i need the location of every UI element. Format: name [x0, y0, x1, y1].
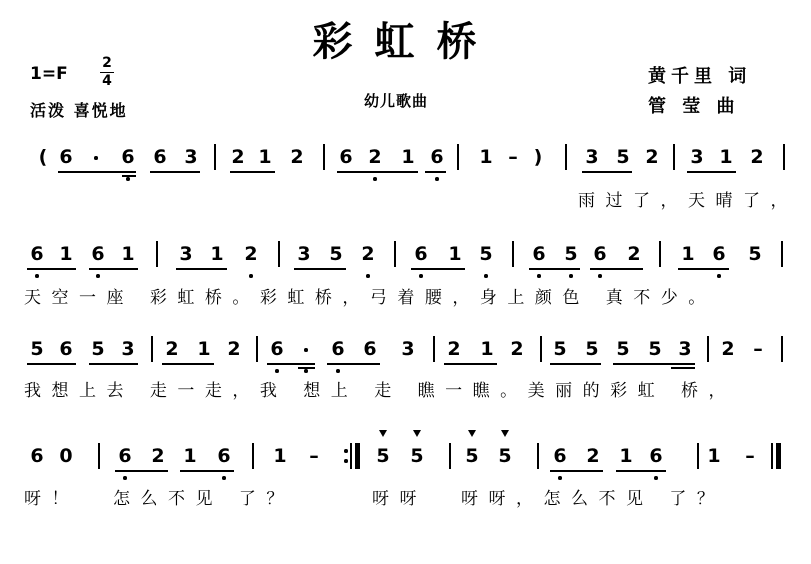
note: 6: [593, 243, 607, 265]
note: 2: [510, 338, 524, 360]
right-paren: ): [533, 146, 543, 168]
beam: [590, 268, 643, 270]
note: 1: [719, 146, 733, 168]
barline: [512, 241, 514, 267]
barline: [252, 443, 254, 469]
beam: [411, 268, 465, 270]
beam: [176, 268, 227, 270]
barline: [540, 336, 542, 362]
note: 3: [678, 338, 692, 360]
note: 3: [690, 146, 704, 168]
barline: [449, 443, 451, 469]
lyric-line-4d: 呀呀，怎么不见 了？: [461, 489, 725, 509]
note: 5: [616, 338, 630, 360]
note: 1: [197, 338, 211, 360]
octave-dot: [123, 476, 127, 480]
note: 5: [748, 243, 762, 265]
octave-dot: [126, 177, 130, 181]
note: 5: [30, 338, 44, 360]
beam: [230, 171, 275, 173]
barline: [323, 144, 325, 170]
octave-dot: [569, 274, 573, 278]
beam: [267, 363, 315, 365]
barline: [278, 241, 280, 267]
augmentation-dot: [304, 348, 308, 352]
note: 6: [532, 243, 546, 265]
beam: [582, 171, 632, 173]
note: 3: [179, 243, 193, 265]
note: 2: [361, 243, 375, 265]
note: 1: [707, 445, 721, 467]
barline: [707, 336, 709, 362]
song-title: 彩虹桥: [312, 19, 499, 65]
barline: [214, 144, 216, 170]
note: 6: [91, 243, 105, 265]
octave-dot: [275, 369, 279, 373]
note: 5: [479, 243, 493, 265]
staccato-mark: [413, 430, 421, 437]
note: 2: [165, 338, 179, 360]
lyric-line-4a: 呀！: [24, 489, 79, 509]
beam: [550, 363, 601, 365]
note: 5: [616, 146, 630, 168]
note: 6: [363, 338, 377, 360]
subtitle: 幼儿歌曲: [364, 92, 429, 110]
note: 1: [619, 445, 633, 467]
lyric-line-2: 天空一座 彩虹桥。彩虹桥，弓着腰，身上颜色 真不少。: [24, 288, 716, 308]
note: 6: [30, 243, 44, 265]
note: –: [753, 338, 763, 360]
beam: [678, 268, 729, 270]
beam: [444, 363, 497, 365]
lyric-line-3: 我想上去 走一走，我 想上 走 瞧一瞧。美丽的彩虹 桥，: [24, 381, 737, 401]
note: 2: [368, 146, 382, 168]
note: 1: [273, 445, 287, 467]
note: 3: [184, 146, 198, 168]
note: 1: [121, 243, 135, 265]
octave-dot: [304, 369, 308, 373]
beam: [27, 363, 76, 365]
barline: [565, 144, 567, 170]
beam: [425, 171, 446, 173]
barline: [781, 336, 783, 362]
beam: [89, 268, 138, 270]
beam: [58, 171, 136, 173]
staccato-mark: [379, 430, 387, 437]
note: 6: [414, 243, 428, 265]
staccato-mark: [468, 430, 476, 437]
note: 5: [91, 338, 105, 360]
note: 2: [645, 146, 659, 168]
lyric-line-1: 雨过了，天晴了，: [578, 191, 798, 211]
note: 1: [59, 243, 73, 265]
note: 2: [586, 445, 600, 467]
note: 1: [448, 243, 462, 265]
note: 5: [585, 338, 599, 360]
tempo-marking: 活泼 喜悦地: [30, 101, 128, 120]
note: 1: [210, 243, 224, 265]
note: 2: [227, 338, 241, 360]
octave-dot: [654, 476, 658, 480]
beam: [89, 363, 138, 365]
repeat-barline: [355, 443, 360, 469]
lyric-line-4c: 呀呀: [372, 489, 427, 509]
note: 5: [465, 445, 479, 467]
note: 1: [479, 146, 493, 168]
barline: [537, 443, 539, 469]
time-signature: [100, 56, 114, 89]
note: 5: [410, 445, 424, 467]
note: 6: [430, 146, 444, 168]
octave-dot: [558, 476, 562, 480]
octave-dot: [222, 476, 226, 480]
note: 6: [712, 243, 726, 265]
note: 2: [290, 146, 304, 168]
beam: [162, 363, 214, 365]
note: 3: [121, 338, 135, 360]
note: 3: [297, 243, 311, 265]
note: 2: [151, 445, 165, 467]
note: 1: [681, 243, 695, 265]
beam: [115, 470, 168, 472]
beam: [616, 470, 666, 472]
beam: [613, 363, 695, 365]
note: 1: [401, 146, 415, 168]
note: 5: [329, 243, 343, 265]
note: 6: [339, 146, 353, 168]
note: –: [309, 445, 319, 467]
note: –: [508, 146, 518, 168]
note: 6: [553, 445, 567, 467]
barline: [433, 336, 435, 362]
beam: [337, 171, 418, 173]
final-barline: [776, 443, 781, 469]
time-signature-top: 2: [102, 55, 112, 71]
beam: [180, 470, 234, 472]
octave-dot: [249, 274, 253, 278]
note: 6: [331, 338, 345, 360]
note: 1: [258, 146, 272, 168]
lyricist-credit: 黄千里 词: [648, 66, 752, 87]
beam: [529, 268, 580, 270]
composer-credit: 管 莹 曲: [648, 96, 740, 117]
lyric-line-4b: 怎么不见 了？: [113, 489, 294, 509]
barline: [783, 144, 785, 170]
octave-dot: [336, 369, 340, 373]
note: 2: [721, 338, 735, 360]
octave-dot: [366, 274, 370, 278]
staccato-mark: [501, 430, 509, 437]
repeat-dot: [344, 459, 348, 463]
barline: [394, 241, 396, 267]
octave-dot: [35, 274, 39, 278]
note: 2: [627, 243, 641, 265]
note: 3: [401, 338, 415, 360]
barline: [98, 443, 100, 469]
left-paren: (: [38, 146, 48, 168]
note: 2: [750, 146, 764, 168]
barline: [156, 241, 158, 267]
octave-dot: [484, 274, 488, 278]
note: 6: [217, 445, 231, 467]
beam: [671, 367, 695, 369]
note: 0: [59, 445, 73, 467]
beam: [150, 171, 200, 173]
note: 2: [231, 146, 245, 168]
augmentation-dot: [94, 156, 98, 160]
note: 1: [480, 338, 494, 360]
beam: [294, 268, 346, 270]
repeat-dot: [344, 449, 348, 453]
note: 5: [498, 445, 512, 467]
barline: [457, 144, 459, 170]
note: 6: [59, 338, 73, 360]
octave-dot: [373, 177, 377, 181]
note: 6: [30, 445, 44, 467]
barline: [350, 443, 352, 469]
note: 5: [376, 445, 390, 467]
note: 6: [153, 146, 167, 168]
note: 1: [183, 445, 197, 467]
barline: [256, 336, 258, 362]
octave-dot: [419, 274, 423, 278]
barline: [771, 443, 773, 469]
note: 6: [118, 445, 132, 467]
note: 6: [270, 338, 284, 360]
note: 5: [553, 338, 567, 360]
barline: [151, 336, 153, 362]
beam: [327, 363, 380, 365]
octave-dot: [96, 274, 100, 278]
note: 6: [59, 146, 73, 168]
note: –: [745, 445, 755, 467]
beam: [27, 268, 76, 270]
barline: [659, 241, 661, 267]
octave-dot: [537, 274, 541, 278]
barline: [781, 241, 783, 267]
beam: [550, 470, 603, 472]
key-signature: 1=F: [30, 64, 68, 84]
note: 2: [447, 338, 461, 360]
note: 6: [649, 445, 663, 467]
octave-dot: [717, 274, 721, 278]
octave-dot: [435, 177, 439, 181]
time-signature-bottom: 4: [102, 73, 112, 89]
note: 3: [585, 146, 599, 168]
note: 6: [121, 146, 135, 168]
beam: [687, 171, 736, 173]
note: 5: [648, 338, 662, 360]
barline: [673, 144, 675, 170]
barline: [697, 443, 699, 469]
note: 2: [244, 243, 258, 265]
note: 5: [564, 243, 578, 265]
octave-dot: [598, 274, 602, 278]
